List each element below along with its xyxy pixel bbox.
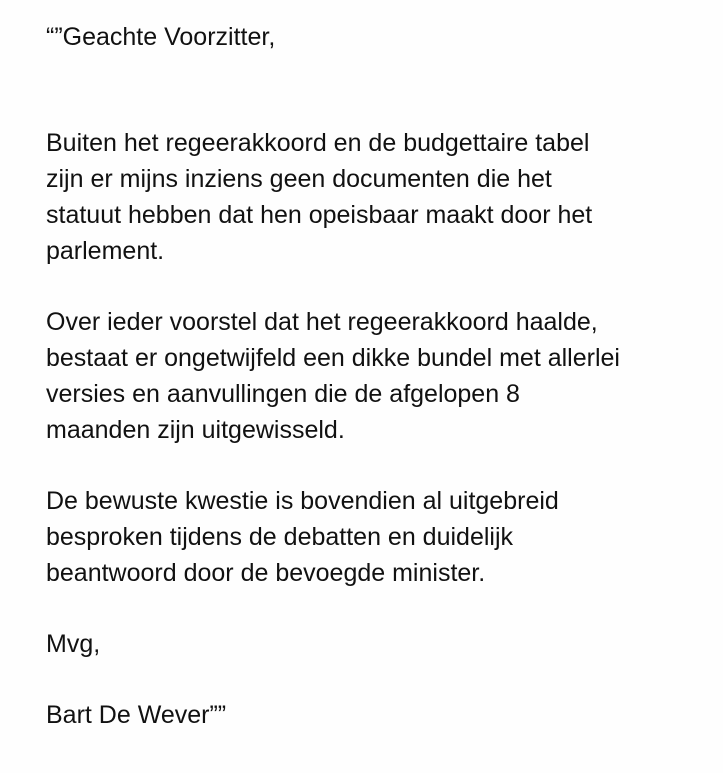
paragraph-2 [46,304,620,448]
paragraph-3 [46,483,620,591]
closing: Mvg, [46,630,101,658]
text-line: besproken tijdens de debatten en duidelijk [46,523,514,551]
text-line: zijn er mijns inziens geen documenten die het [46,165,552,193]
text-line: versies en aanvullingen die de afgelopen 8 [46,380,520,408]
text-line: statuut hebben dat hen opeisbaar maakt door het [46,201,593,229]
letter [46,19,620,733]
signature: Bart De Wever”” [46,701,227,729]
text-line: maanden zijn uitgewisseld. [46,416,345,444]
text-line: bestaat er ongetwijfeld een dikke bundel met allerlei [46,344,620,372]
text-line: parlement. [46,237,165,265]
paragraph-1 [46,125,620,269]
text-line: beantwoord door de bevoegde minister. [46,559,486,587]
text-line: De bewuste kwestie is bovendien al uitgebreid [46,487,559,515]
text-line: Over ieder voorstel dat het regeerakkoord haalde, [46,308,598,336]
salutation: “”Geachte Voorzitter, [46,23,276,51]
text-line: Buiten het regeerakkoord en de budgettaire tabel [46,129,590,157]
